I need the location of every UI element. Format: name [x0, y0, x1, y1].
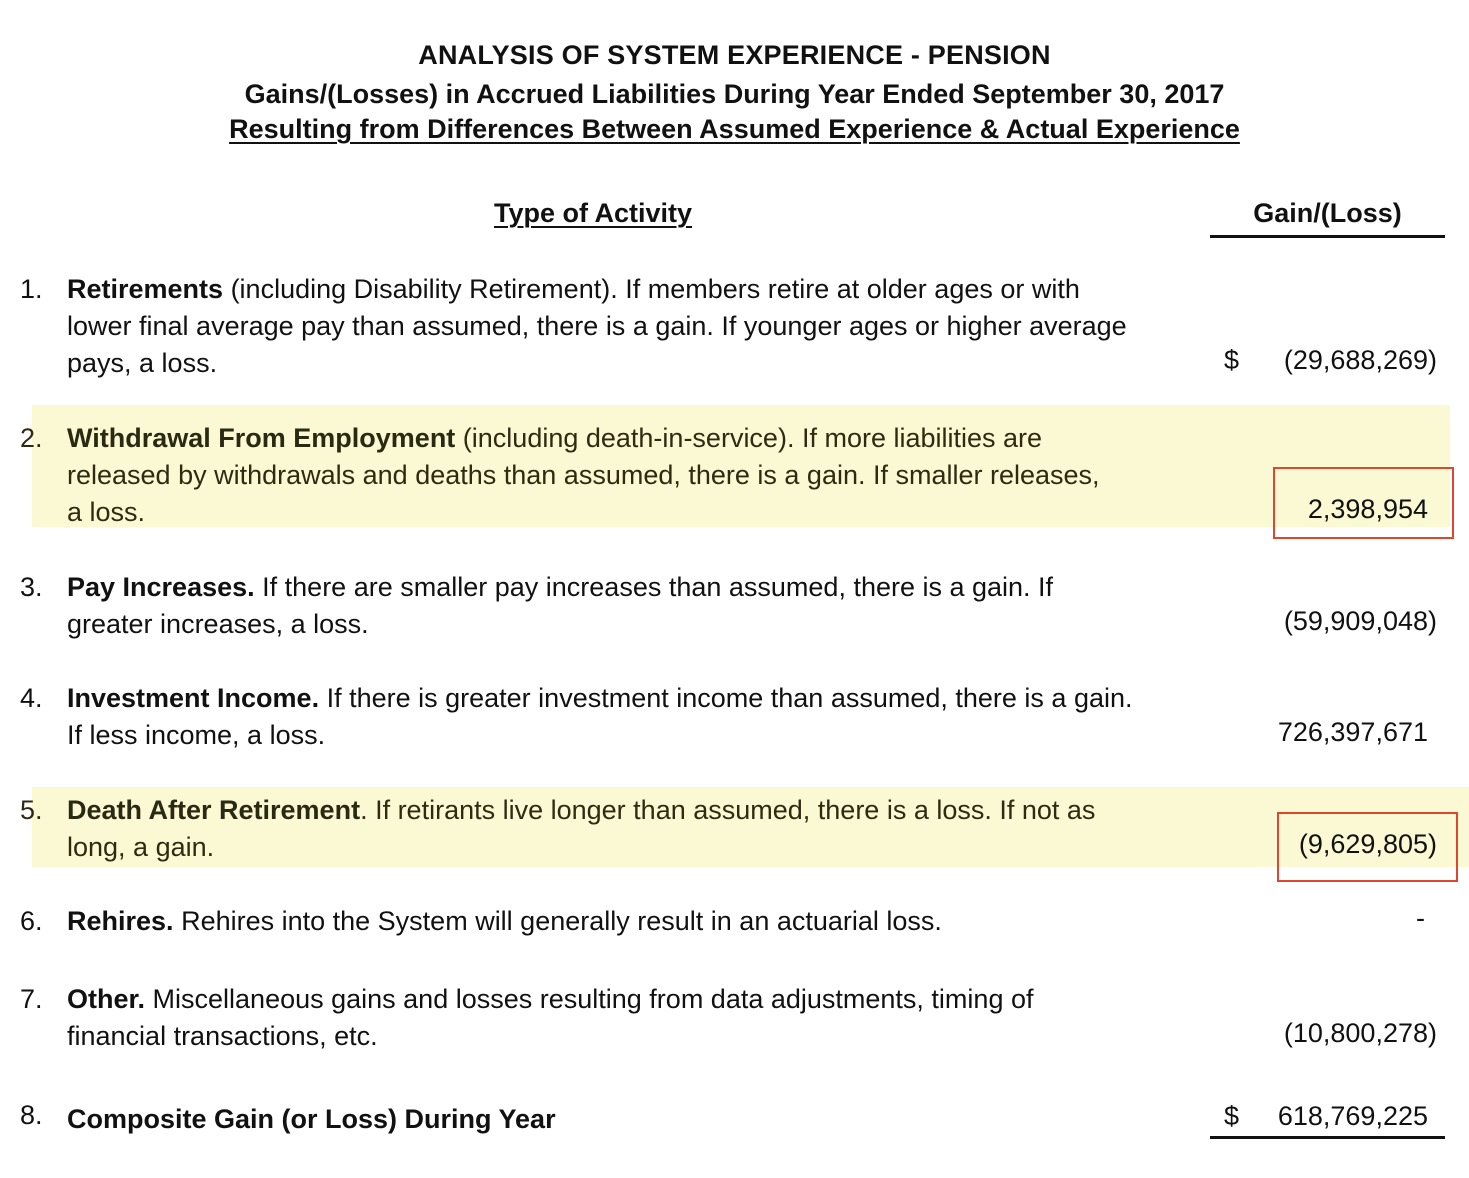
item-number: 4.: [20, 683, 43, 713]
amount-2: 2,398,954: [1307, 494, 1428, 524]
amount-1: (29,688,269): [1283, 345, 1437, 375]
item-text-line1: Miscellaneous gains and losses resulting from data adjustments, timing of: [145, 984, 1034, 1014]
annotation-box-5: [1277, 812, 1458, 882]
item-number: 1.: [20, 274, 43, 304]
item-text-line2: lower final average pay than assumed, there is a gain. If younger ages or higher average: [67, 311, 1127, 341]
item-number: 5.: [20, 795, 43, 825]
item-text-line1: (including Disability Retirement). If members retire at older ages or with: [223, 274, 1080, 304]
item-text-line1: (including death-in-service). If more liabilities are: [455, 423, 1043, 453]
item-text-line1: Rehires into the System will generally result in an actuarial loss.: [173, 906, 942, 936]
item-description: [67, 680, 1177, 754]
item-title: Rehires.: [67, 906, 174, 936]
item-text-line3: pays, a loss.: [67, 348, 218, 378]
total-underline: [1210, 1136, 1445, 1139]
item-number: 8.: [20, 1100, 43, 1130]
amount-5: (9,629,805): [1298, 829, 1437, 859]
item-text-line2: released by withdrawals and deaths than assumed, there is a gain. If smaller releases,: [67, 460, 1100, 490]
item-title: Withdrawal From Employment: [67, 423, 456, 453]
item-description: [67, 1101, 1177, 1138]
item-number: 2.: [20, 423, 43, 453]
item-number: 6.: [20, 906, 43, 936]
amount-4: 726,397,671: [1277, 717, 1428, 747]
item-title: Retirements: [67, 274, 224, 304]
item-text-line1: If there are smaller pay increases than assumed, there is a gain. If: [254, 572, 1054, 602]
currency-symbol: $: [1224, 345, 1240, 375]
item-title: Investment Income.: [67, 683, 320, 713]
item-description: [67, 271, 1177, 382]
item-title: Composite Gain (or Loss) During Year: [67, 1104, 556, 1134]
annotation-box-2: [1273, 467, 1454, 539]
item-number: 3.: [20, 572, 43, 602]
item-description: [67, 420, 1177, 531]
item-title: Death After Retirement: [67, 795, 361, 825]
page-title: ANALYSIS OF SYSTEM EXPERIENCE - PENSION: [418, 40, 1051, 70]
item-text-line2: long, a gain.: [67, 832, 215, 862]
amount-total: 618,769,225: [1277, 1101, 1428, 1131]
amount-7: (10,800,278): [1283, 1018, 1437, 1048]
column-header-type: Type of Activity: [494, 198, 693, 228]
item-description: [67, 792, 1177, 866]
amount-3: (59,909,048): [1283, 606, 1437, 636]
currency-symbol-total: $: [1224, 1101, 1240, 1131]
page-subtitle-underlined: [0, 114, 1469, 145]
page-subtitle: Gains/(Losses) in Accrued Liabilities During Year Ended September 30, 2017: [244, 79, 1225, 109]
item-title: Other.: [67, 984, 146, 1014]
item-text-line2: If less income, a loss.: [67, 720, 326, 750]
item-text-line1: . If retirants live longer than assumed, there is a loss. If not as: [360, 795, 1096, 825]
item-text-line2: greater increases, a loss.: [67, 609, 369, 639]
item-description: [67, 569, 1177, 643]
item-text-line2: financial transactions, etc.: [67, 1021, 378, 1051]
column-header-gain: Gain/(Loss): [1210, 198, 1445, 238]
item-description: [67, 981, 1177, 1055]
item-text-line1: If there is greater investment income than assumed, there is a gain.: [319, 683, 1133, 713]
item-description: [67, 903, 1177, 940]
subtitle2-text: Resulting from Differences Between Assumed Experience & Actual Experience: [229, 114, 1240, 144]
amount-6: -: [1416, 903, 1425, 933]
item-text-line3: a loss.: [67, 497, 146, 527]
item-title: Pay Increases.: [67, 572, 255, 602]
item-number: 7.: [20, 984, 43, 1014]
